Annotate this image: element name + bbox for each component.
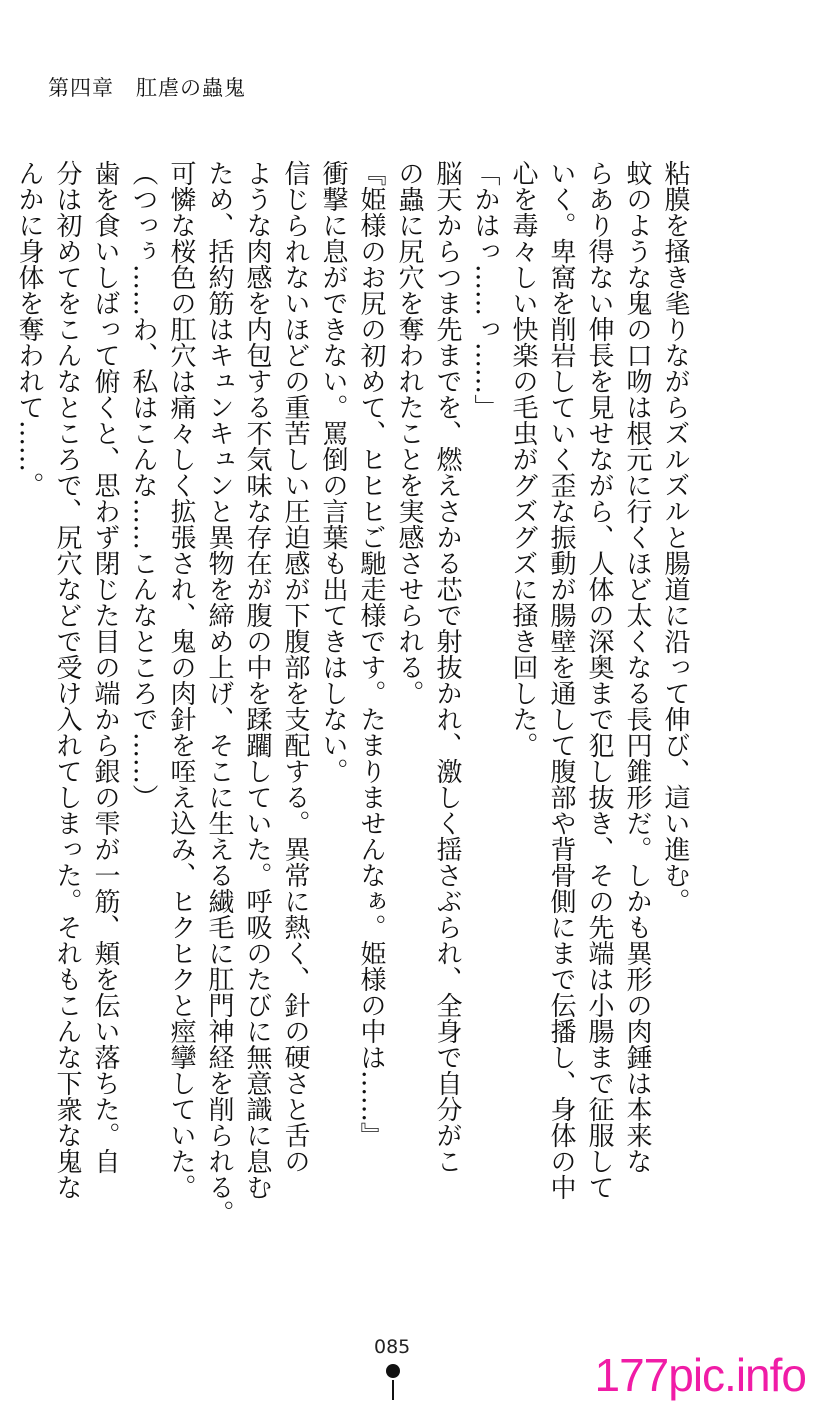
chapter-title: 第四章 肛虐の蟲鬼 — [48, 76, 246, 100]
text-column: んかに身体を奪われて……。 — [14, 160, 44, 498]
text-column: 歯を食いしばって俯くと、思わず閉じた目の端から銀の雫が一筋、頬を伝い落ちた。自 — [90, 160, 120, 1174]
text-column: 心を毒々しい快楽の毛虫がグズグズに掻き回した。 — [508, 160, 538, 758]
text-column: の蟲に尻穴を奪われたことを実感させられる。 — [394, 160, 424, 706]
vertical-body-text — [0, 160, 814, 1226]
text-column: 『姫様のお尻の初めて、ヒヒヒご馳走様です。たまりませんなぁ。姫様の中は……』 — [356, 160, 386, 1148]
watermark-text: 177pic.info — [594, 1349, 806, 1401]
page-marker-dot — [386, 1364, 400, 1378]
text-column: 粘膜を掻き毟りながらズルズルと腸道に沿って伸び、這い進む。 — [660, 160, 690, 914]
text-column: 信じられないほどの重苦しい圧迫感が下腹部を支配する。異常に熱く、針の硬さと舌の — [280, 160, 310, 1174]
text-column: らあり得ない伸長を見せながら、人体の深奥まで犯し抜き、その先端は小腸まで征服して — [584, 160, 614, 1200]
text-column: 「かはっ……っ……」 — [470, 160, 500, 420]
text-column: ような肉感を内包する不気味な存在が腹の中を蹂躙していた。呼吸のたびに無意識に息む — [242, 160, 272, 1200]
text-column: 可憐な桜色の肛穴は痛々しく拡張され、鬼の肉針を咥え込み、ヒクヒクと痙攣していた。 — [166, 160, 196, 1200]
text-column: 脳天からつま先までを、燃えさかる芯で射抜かれ、激しく揺さぶられ、全身で自分がこ — [432, 160, 462, 1174]
text-column: （つっぅ……わ、私はこんな……こんなところで……） — [128, 160, 158, 810]
page-marker-line — [392, 1380, 394, 1400]
text-column: 蚊のような鬼の口吻は根元に行くほど太くなる長円錐形だ。しかも異形の肉錘は本来な — [622, 160, 652, 1174]
page-number: 085 — [374, 1336, 411, 1358]
text-column: ため、括約筋はキュンキュンと異物を締め上げ、そこに生える繊毛に肛門神経を削られる。 — [204, 160, 234, 1226]
text-column: 衝撃に息ができない。罵倒の言葉も出てきはしない。 — [318, 160, 348, 784]
text-column: いく。卑窩を削岩していく歪な振動が腸壁を通して腹部や背骨側にまで伝播し、身体の中 — [546, 160, 576, 1200]
text-column: 分は初めてをこんなところで、尻穴などで受け入れてしまった。それもこんな下衆な鬼な — [52, 160, 82, 1200]
